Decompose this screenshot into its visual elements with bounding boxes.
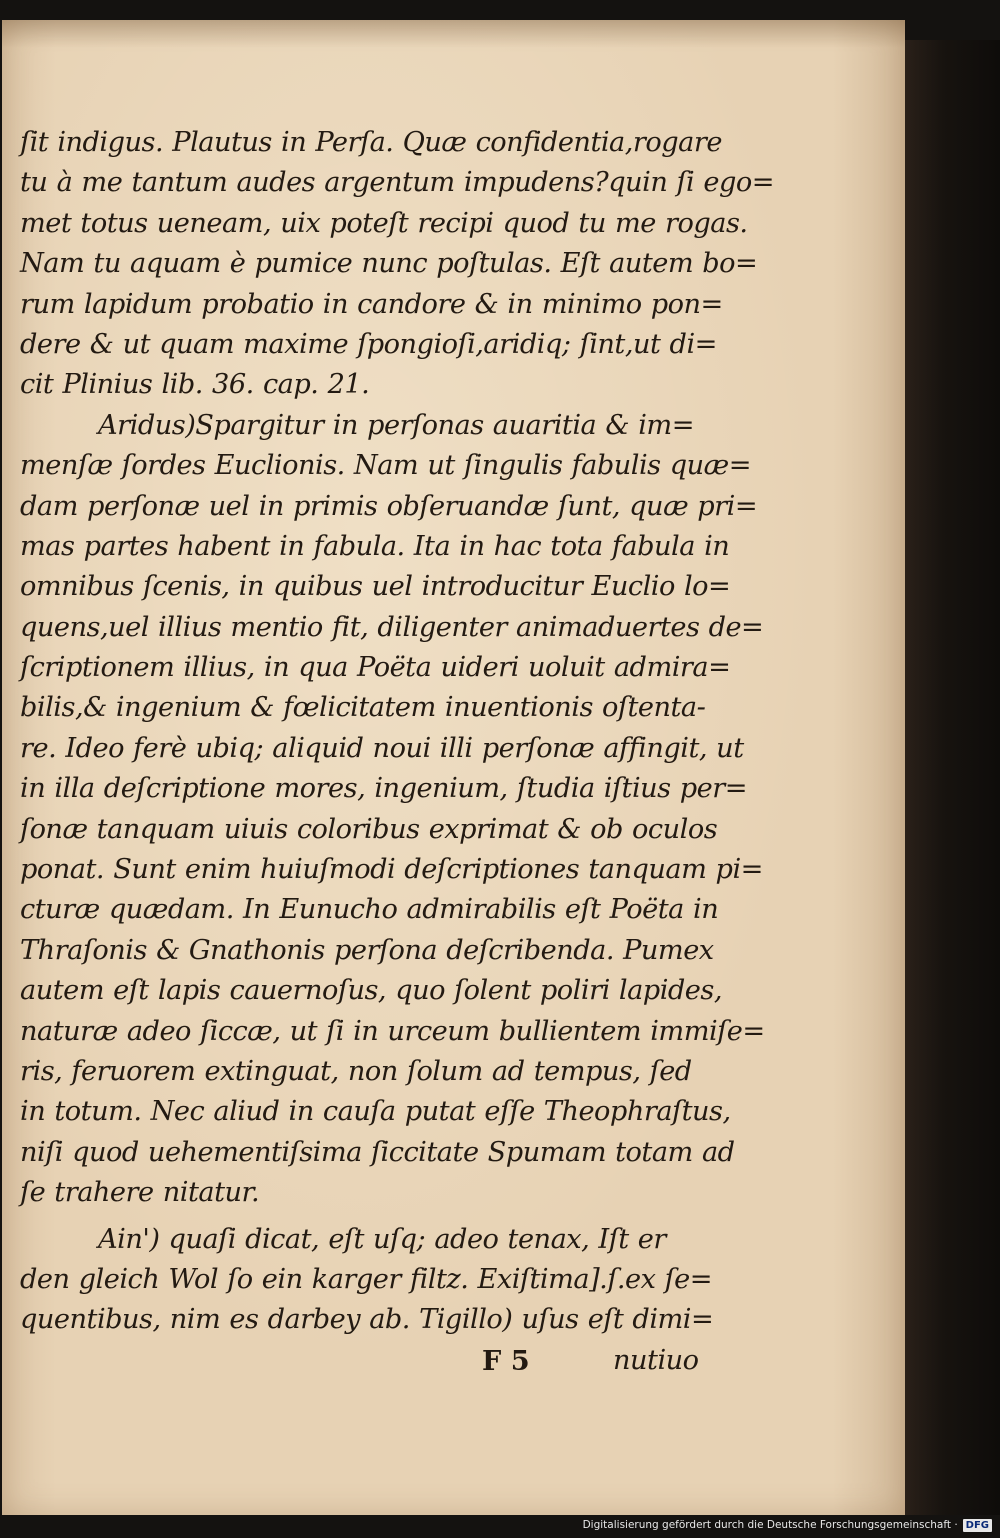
- credit-text: Digitalisierung gefördert durch die Deutsche Forschungsgemeinschaft ·: [582, 1519, 958, 1531]
- digitization-credit: [583, 1517, 992, 1533]
- text-line-17: in illa deſcriptione mores, ingenium, ſtudia iſtius per=: [20, 773, 748, 805]
- text-line-5: rum lapidum probatio in candore & in minimo pon=: [20, 288, 723, 320]
- text-line-22: autem eſt lapis cauernoſus, quo ſolent poliri lapides,: [20, 975, 722, 1007]
- text-line-12: omnibus ſcenis, in quibus uel introducitur Euclio lo=: [20, 571, 731, 603]
- page-shadow: [2, 20, 905, 48]
- text-line-14: ſcriptionem illius, in qua Poëta uideri uoluit admira=: [20, 652, 731, 684]
- text-line-27: ſe trahere nitatur.: [20, 1177, 260, 1209]
- catchword: nutiuo: [613, 1344, 699, 1376]
- text-line-30: quentibus, nim es darbey ab. Tigillo) uſus eſt dimi=: [20, 1304, 714, 1336]
- text-line-10: dam perſonæ uel in primis obſeruandæ ſunt, quæ pri=: [20, 490, 758, 522]
- text-line-8: Aridus)Spargitur in perſonas auaritia & im=: [98, 409, 694, 441]
- dfg-logo-icon: DFG: [963, 1519, 992, 1532]
- text-line-13: quens,uel illius mentio fit, diligenter animaduertes de=: [20, 611, 764, 643]
- signature-mark: F 5: [482, 1344, 530, 1377]
- page-text: [20, 123, 775, 1381]
- text-line-7: cit Plinius lib. 36. cap. 21.: [20, 369, 370, 401]
- text-line-28: Ain') quaſi dicat, eſt uſq; adeo tenax, Iſt er: [98, 1223, 666, 1255]
- text-line-24: ris, feruorem extinguat, non ſolum ad tempus, ſed: [20, 1055, 692, 1087]
- page-footer: [20, 1341, 710, 1381]
- text-line-25: in totum. Nec aliud in cauſa putat eſſe Theophraſtus,: [20, 1096, 731, 1128]
- text-line-26: niſi quod uehementiſsima ſiccitate Spumam totam ad: [20, 1136, 735, 1168]
- text-line-18: ſonæ tanquam uiuis coloribus exprimat & ob oculos: [20, 813, 718, 845]
- text-line-1: ſit indigus. Plautus in Perſa. Quæ confidentia,rogare: [20, 127, 722, 158]
- text-line-11: mas partes habent in fabula. Ita in hac tota fabula in: [20, 530, 730, 562]
- text-line-21: Thraſonis & Gnathonis perſona deſcribenda. Pumex: [20, 934, 714, 966]
- text-line-4: Nam tu aquam è pumice nunc poſtulas. Eſt autem bo=: [20, 248, 758, 280]
- text-line-9: menſæ ſordes Euclionis. Nam ut ſingulis fabulis quæ=: [20, 450, 752, 482]
- text-line-15: bilis,& ingenium & fœlicitatem inuentionis oſtenta-: [20, 692, 706, 724]
- book-page: [2, 20, 905, 1515]
- text-line-23: naturæ adeo ſiccæ, ut ſi in urceum bullientem immiſe=: [20, 1015, 765, 1047]
- book-gutter: [905, 40, 1000, 1515]
- text-line-19: ponat. Sunt enim huiuſmodi deſcriptiones tanquam pi=: [20, 854, 763, 886]
- text-line-16: re. Ideo ferè ubiq; aliquid noui illi perſonæ affingit, ut: [20, 732, 744, 764]
- text-line-6: dere & ut quam maxime ſpongioſi,aridiq; ſint,ut di=: [20, 328, 717, 360]
- text-line-2: tu à me tantum audes argentum impudens?quin ſi ego=: [20, 167, 775, 199]
- text-line-20: cturæ quædam. In Eunucho admirabilis eſt Poëta in: [20, 894, 719, 926]
- text-line-3: met totus ueneam, uix poteſt recipi quod tu me rogas.: [20, 207, 748, 239]
- text-line-29: den gleich Wol ſo ein karger filtz. Exiſtima].ſ.ex ſe=: [20, 1263, 713, 1295]
